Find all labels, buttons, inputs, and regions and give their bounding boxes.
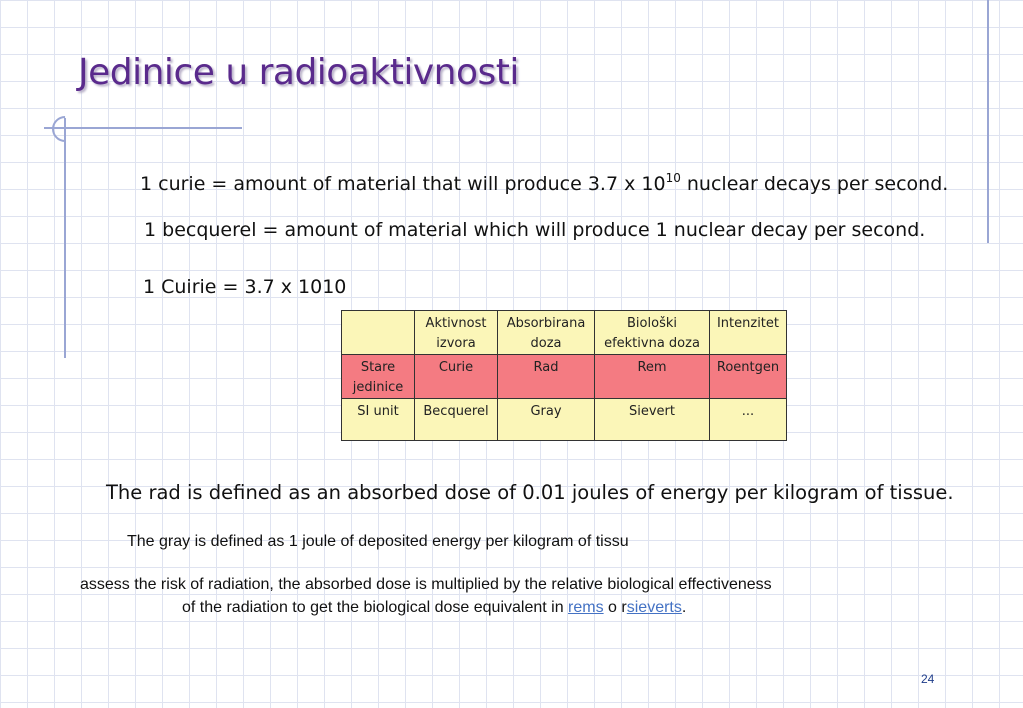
decor-vertical-line-right [987, 0, 989, 243]
units-table [341, 310, 787, 441]
table-cell: Gray [498, 399, 595, 441]
rad-definition: The rad is defined as an absorbed dose of 0.01 joules of energy per kilogram of tissue. [106, 481, 954, 504]
table-cell: Sievert [595, 399, 710, 441]
cuirie-line: 1 Cuirie = 3.7 x 1010 [143, 276, 347, 298]
table-cell: Rad [498, 355, 595, 399]
page-number: 24 [921, 672, 935, 686]
decor-arc [47, 111, 84, 148]
table-cell: Curie [415, 355, 498, 399]
risk-line-2-prefix: of the radiation to get the biological dose equivalent in [182, 599, 569, 616]
table-cell: Absorbirana doza [498, 311, 595, 355]
table-cell: Becquerel [415, 399, 498, 441]
sieverts-link[interactable]: sieverts [626, 599, 682, 616]
table-cell: ... [710, 399, 787, 441]
risk-line-2 [182, 599, 686, 617]
table-row [342, 355, 787, 399]
table-cell: Biološki efektivna doza [595, 311, 710, 355]
risk-line-1: assess the risk of radiation, the absorbed dose is multiplied by the relative biological effectiveness [80, 576, 772, 593]
table-cell [342, 311, 415, 355]
table-cell: Intenzitet [710, 311, 787, 355]
table-cell: Roentgen [710, 355, 787, 399]
table-row [342, 399, 787, 441]
curie-definition [140, 173, 948, 195]
table-cell: Aktivnost izvora [415, 311, 498, 355]
decor-vertical-line-left [64, 118, 66, 358]
table-cell: Stare jedinice [342, 355, 415, 399]
table-header-row [342, 311, 787, 355]
becquerel-definition: 1 becquerel = amount of material which will produce 1 nuclear decay per second. [144, 219, 926, 241]
table-cell: SI unit [342, 399, 415, 441]
curie-def-before: 1 curie = amount of material that will produce 3.7 x 10 [140, 173, 666, 195]
table-cell: Rem [595, 355, 710, 399]
slide-title: Jedinice u radioaktivnosti [78, 52, 519, 93]
gray-definition: The gray is defined as 1 joule of deposited energy per kilogram of tissu [127, 533, 629, 550]
curie-def-after: nuclear decays per second. [680, 173, 949, 195]
risk-line-2-middle: o r [603, 599, 627, 616]
curie-def-exponent: 10 [665, 171, 681, 185]
risk-line-2-suffix: . [681, 599, 687, 616]
rems-link[interactable]: rems [568, 599, 604, 616]
